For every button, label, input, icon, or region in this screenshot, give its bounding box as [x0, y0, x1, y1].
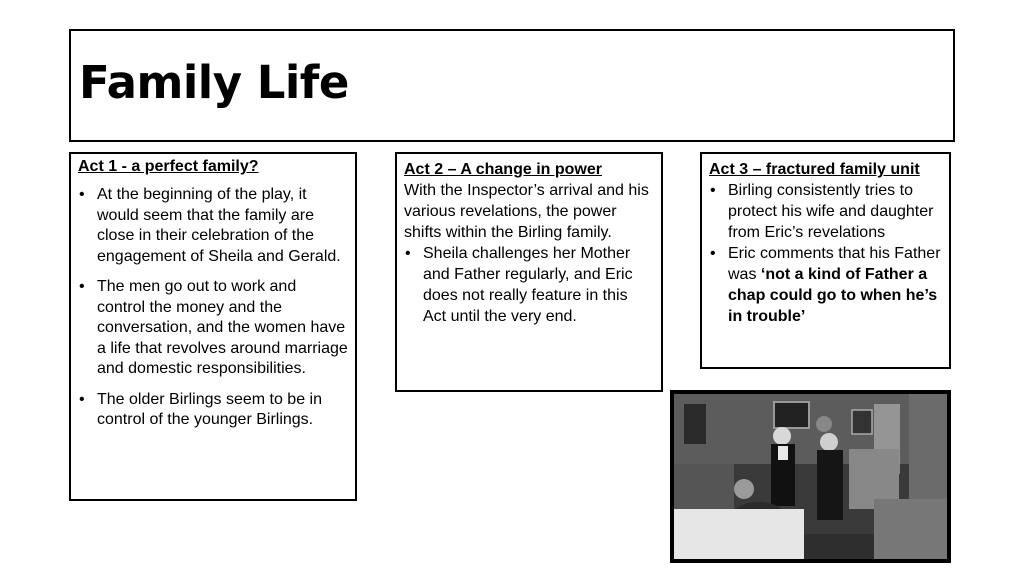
act3-card	[700, 152, 951, 369]
title-box	[69, 29, 955, 142]
act3-bullet-text: Eric comments that his Father was	[728, 245, 941, 283]
act2-card	[395, 152, 663, 392]
act1-bullet-list	[78, 185, 348, 431]
act3-bullet-list	[709, 180, 942, 327]
act2-bullet-list	[404, 243, 654, 327]
slide-title: Family Life	[79, 56, 349, 109]
play-scene-illustration	[674, 394, 947, 559]
act2-heading: Act 2 – A change in power	[404, 161, 602, 178]
act2-bullet: • Sheila challenges her Mother and Father regularly, and Eric does not really feature in this Act until the very end.	[404, 243, 654, 327]
act3-heading: Act 3 – fractured family unit	[709, 161, 920, 178]
act1-bullet: • At the beginning of the play, it would seem that the family are close in their celebration of the engagement of Sheila and Gerald.	[78, 185, 348, 267]
act1-bullet: • The older Birlings seem to be in control of the younger Birlings.	[78, 390, 348, 431]
act3-quote: ‘not a kind of Father a chap could go to when he’s in trouble’	[728, 266, 938, 325]
act1-heading: Act 1 - a perfect family?	[78, 158, 259, 175]
act1-bullet: • The men go out to work and control the money and the conversation, and the women have a life that revolves around marriage and domestic responsibilities.	[78, 277, 348, 380]
act3-bullet: • Birling consistently tries to protect his wife and daughter from Eric’s revelations	[709, 180, 942, 243]
act2-intro: With the Inspector’s arrival and his various revelations, the power shifts within the Birling family.	[404, 182, 649, 241]
act1-card	[69, 152, 357, 501]
act3-bullet	[709, 243, 942, 327]
play-scene-photo	[670, 390, 951, 563]
